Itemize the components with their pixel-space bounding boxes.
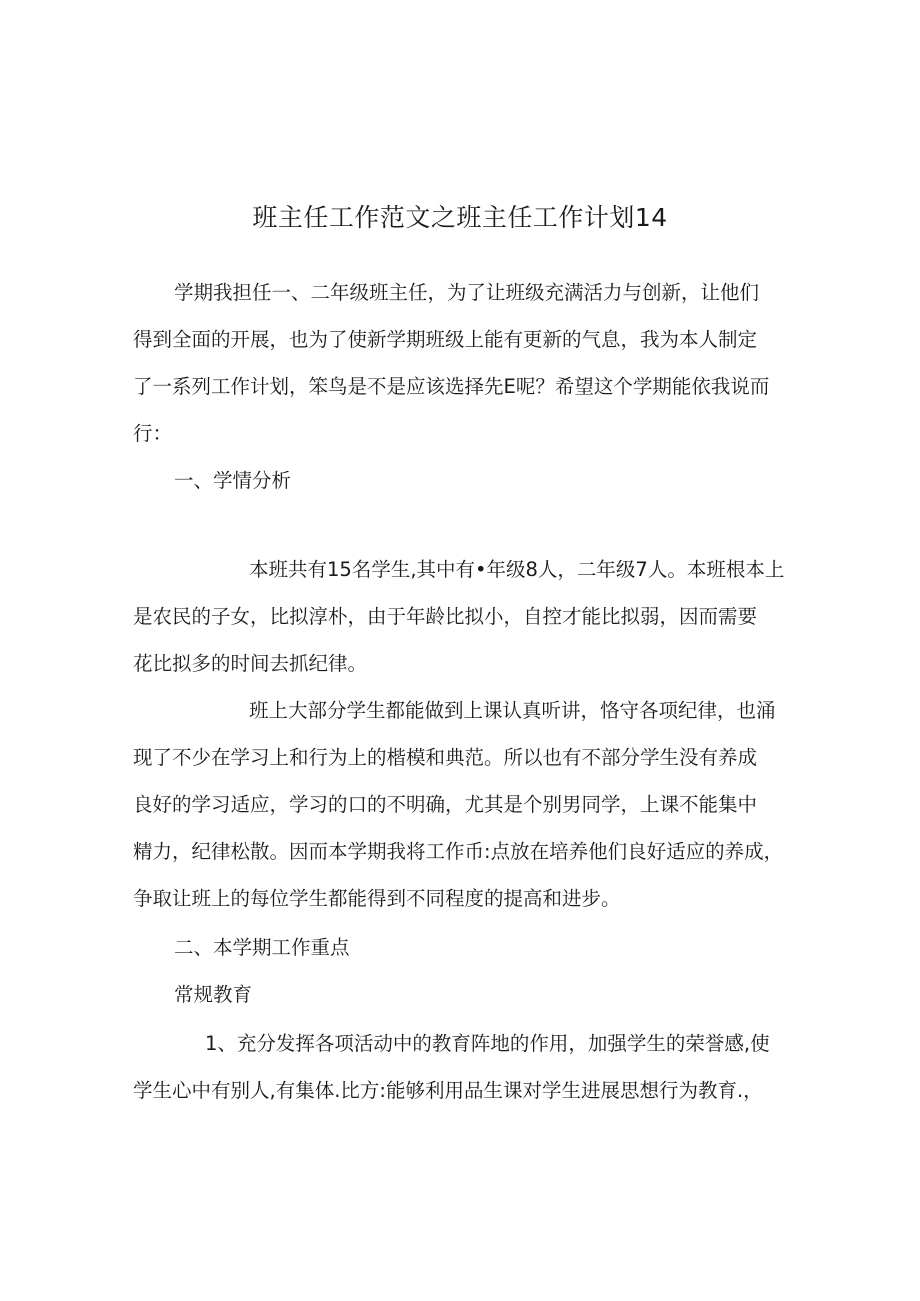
intro-line: 了一系列工作计划，笨鸟是不是应该选择先E呢？希望这个学期能依我说而 xyxy=(133,375,770,398)
list-item-line: 1、充分发挥各项活动中的教育阵地的作用，加强学生的荣誉感,使 xyxy=(205,1032,770,1055)
paragraph-line: 现了不少在学习上和行为上的楷模和典范。所以也有不部分学生没有养成 xyxy=(133,746,758,769)
paragraph-line: 精力，纪律松散。因而本学期我将工作币:点放在培养他们良好适应的养成， xyxy=(133,840,784,863)
section-heading: 二、本学期工作重点 xyxy=(174,936,350,959)
section-heading: 一、学情分析 xyxy=(174,469,292,492)
intro-line: 得到全面的开展，也为了使新学期班级上能有更新的气息，我为本人制定 xyxy=(133,328,758,351)
page-title: 班主任工作范文之班主任工作计划14 xyxy=(252,203,668,232)
subsection-heading: 常规教育 xyxy=(174,983,253,1006)
list-item-line: 学生心中有别人,有集体.比方:能够利用品生课对学生进展思想行为教育.， xyxy=(133,1079,763,1102)
paragraph-line: 本班共有15名学生,其中有•年级8人，二年级7人。本班根本上 xyxy=(249,558,785,581)
intro-line: 行： xyxy=(133,422,173,445)
paragraph-line: 良好的学习适应，学习的口的不明确，尤其是个别男同学，上课不能集中 xyxy=(133,793,758,816)
paragraph-line: 争取让班上的每位学生都能得到不同程度的提高和进步。 xyxy=(133,887,621,910)
intro-line: 学期我担任一、二年级班主任，为了让班级充满活力与创新，让他们 xyxy=(174,281,760,304)
paragraph-line: 是农民的子女，比拟淳朴，由于年龄比拟小，自控才能比拟弱，因而需要 xyxy=(133,605,758,628)
paragraph-line: 班上大部分学生都能做到上课认真听讲，恪守各项纪律，也涌 xyxy=(249,699,776,722)
paragraph-line: 花比拟多的时间去抓纪律。 xyxy=(133,652,368,675)
